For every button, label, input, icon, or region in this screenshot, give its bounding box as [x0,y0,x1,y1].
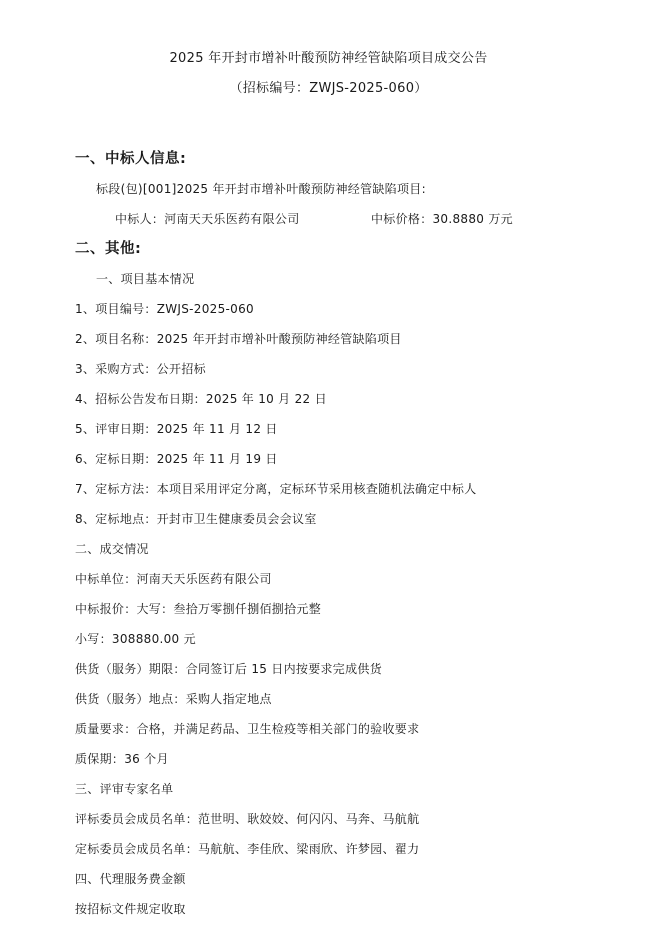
basic-item: 1、项目编号：ZWJS-2025-060 [75,302,254,316]
document-title: 2025 年开封市增补叶酸预防神经管缺陷项目成交公告 [169,51,488,66]
deal-item: 供货（服务）期限：合同签订后 15 日内按要求完成供货 [75,662,383,676]
lot-line: 标段(包)[001]2025 年开封市增补叶酸预防神经管缺陷项目: [96,182,426,196]
basic-item: 8、定标地点：开封市卫生健康委员会会议室 [75,512,317,526]
basic-item: 4、招标公告发布日期：2025 年 10 月 22 日 [75,392,327,406]
deal-item: 质量要求：合格，并满足药品、卫生检疫等相关部门的验收要求 [75,722,420,736]
section-heading-winner-info: 一、中标人信息: [75,151,187,167]
subsection-heading-agency-fee: 四、代理服务费金额 [75,872,186,886]
agency-fee-item: 按招标文件规定收取 [75,902,186,916]
bid-number: （招标编号：ZWJS-2025-060） [229,81,428,96]
deal-item: 中标单位：河南天天乐医药有限公司 [75,572,272,586]
deal-item: 质保期：36 个月 [75,752,169,766]
subsection-heading-deal: 二、成交情况 [75,542,149,556]
expert-list-item: 评标委员会成员名单：范世明、耿姣姣、何闪闪、马奔、马航航 [75,812,420,826]
deal-item: 小写：308880.00 元 [75,632,196,646]
basic-item: 7、定标方法：本项目采用评定分离，定标环节采用核查随机法确定中标人 [75,482,477,496]
basic-item: 5、评审日期：2025 年 11 月 12 日 [75,422,278,436]
section-heading-other: 二、其他: [75,241,142,257]
winner-price: 中标价格：30.8880 万元 [371,212,513,226]
subsection-heading-basic: 一、项目基本情况 [96,272,195,286]
winner-name: 中标人：河南天天乐医药有限公司 [115,212,300,226]
deal-item: 供货（服务）地点：采购人指定地点 [75,692,272,706]
expert-list-item: 定标委员会成员名单：马航航、李佳欣、梁雨欣、许梦园、翟力 [75,842,420,856]
deal-item: 中标报价：大写：叁拾万零捌仟捌佰捌拾元整 [75,602,322,616]
basic-item: 2、项目名称：2025 年开封市增补叶酸预防神经管缺陷项目 [75,332,402,346]
subsection-heading-experts: 三、评审专家名单 [75,782,174,796]
basic-item: 6、定标日期：2025 年 11 月 19 日 [75,452,278,466]
basic-item: 3、采购方式：公开招标 [75,362,206,376]
